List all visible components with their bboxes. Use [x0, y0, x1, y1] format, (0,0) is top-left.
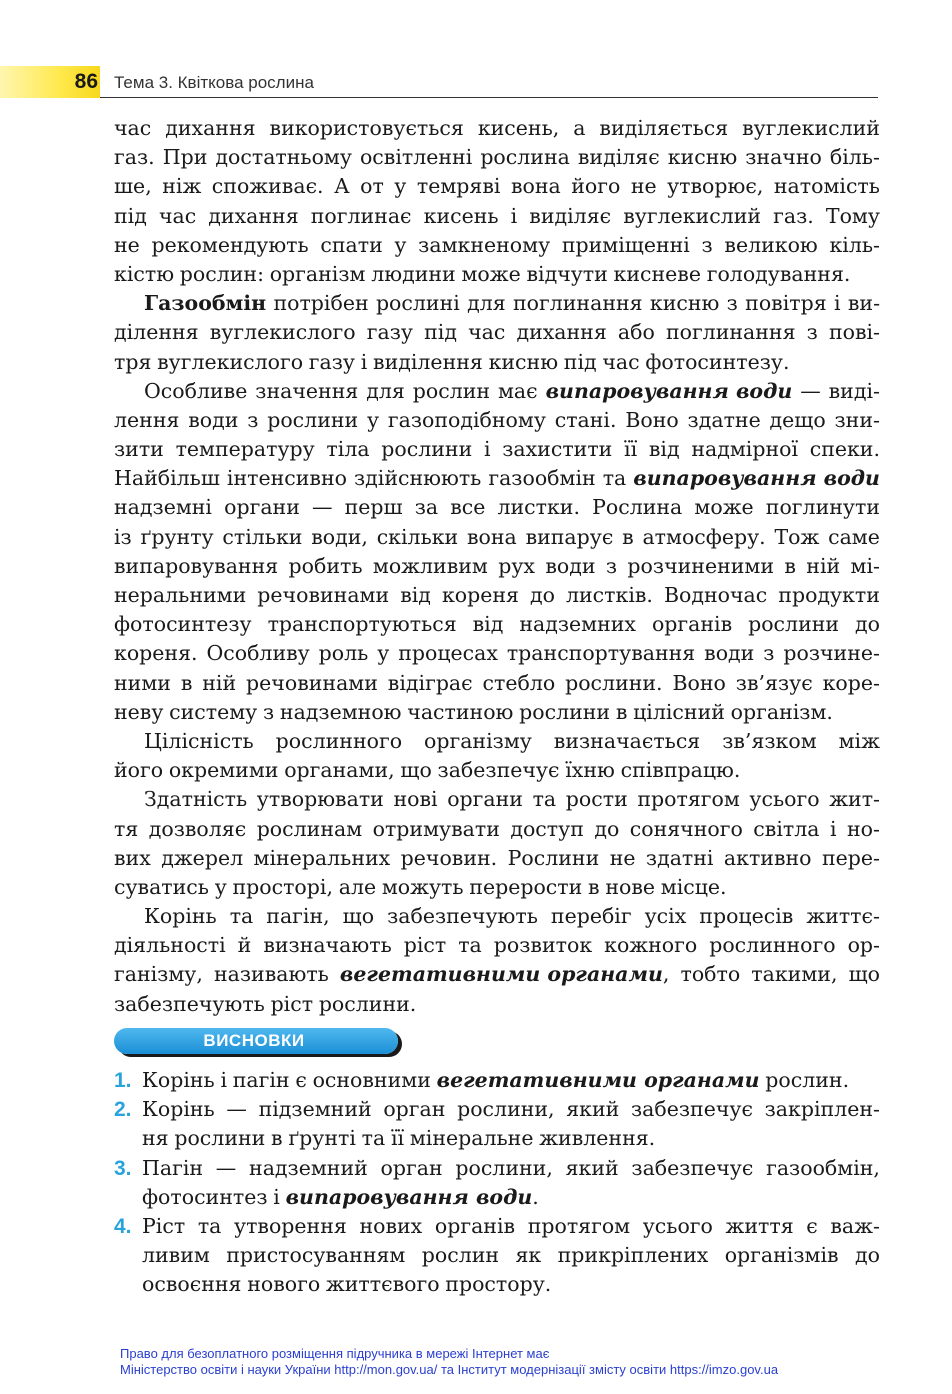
text-line: Пагін — надземний орган рослини, який забезпечує газообмін, [142, 1155, 880, 1180]
text-line: тя дозволяє рослинам отримувати доступ до сонячного світла і но- [114, 816, 880, 841]
text-line: газ. При достатньому освітленні рослина виділяє кисню значно біль- [114, 145, 880, 170]
text-line: ними в ній речовинами відіграє стебло рослини. Воно зв’язує коре- [114, 670, 880, 695]
footer-line-2: Міністерство освіти і науки України http://mon.gov.ua/ та Інститут модернізації змісту освіти https://imzo.gov.ua [120, 1362, 779, 1377]
text-line: кістю рослин: організм людини може відчути кисневе голодування. [114, 261, 851, 286]
text-line: час дихання використовується кисень, а виділяється вуглекислий [114, 116, 880, 140]
text-line: із ґрунту стільки води, скільки вона випарує в атмосферу. Тож саме [114, 524, 880, 549]
conclusions-badge [114, 1028, 398, 1054]
body-text [114, 114, 880, 1019]
text-line: неральними речовинами від кореня до листків. Водночас продукти [114, 583, 880, 607]
text-line: тря вуглекислого газу і виділення кисню під час фотосинтезу. [114, 349, 790, 374]
text-line: ділення вуглекислого газу під час дихання або поглинання з пові- [114, 320, 880, 345]
header-rule [100, 97, 878, 98]
text-line: вих джерел мінеральних речовин. Рослини не здатні активно пере- [114, 845, 880, 870]
text-line: фотосинтез і випаровування води. [142, 1184, 539, 1209]
text-line: надземні органи — перш за все листки. Рослина може поглинути [114, 495, 880, 520]
text-line: неву систему з надземною частиною рослини в цілісний організм. [114, 699, 833, 724]
text-line: діяльності й визначають ріст та розвиток кожного рослинного ор- [114, 933, 880, 958]
text-line: під час дихання поглинає кисень і виділяє вуглекислий газ. Тому [114, 203, 880, 228]
text-line: його окремими органами, що забезпечує їхню співпрацю. [114, 758, 741, 783]
text-line: Найбільш інтенсивно здійснюють газообмін та випаровування води [114, 466, 880, 491]
text-line: Корінь і пагін є основними вегетативними органами рослин. [142, 1068, 850, 1092]
running-title: Тема 3. Квіткова рослина [114, 73, 314, 92]
text-line: зити температуру тіла рослини і захистити її від надмірної спеки. [114, 437, 880, 462]
text-line: фотосинтезу транспортуються від надземних органів рослини до [114, 612, 880, 637]
text-line: забезпечують ріст рослини. [114, 991, 417, 1016]
text-line: Цілісність рослинного організму визначається зв’язком між [144, 728, 880, 753]
conclusion-item [114, 1212, 880, 1300]
text-line: Корінь та пагін, що забезпечують перебіг усіх процесів життє- [144, 904, 880, 929]
text-line: кореня. Особливу роль у процесах транспортування води з розчине- [114, 641, 880, 666]
conclusions-list [114, 1066, 880, 1300]
conclusions-title: ВИСНОВКИ [203, 1031, 305, 1050]
conclusion-number: 4. [114, 1214, 132, 1238]
text-line: Корінь — підземний орган рослини, який забезпечує закріплен- [142, 1097, 880, 1122]
text-line: Особливе значення для рослин має випаровування води — виді- [144, 378, 880, 403]
text-line: ше, ніж споживає. А от у темряві вона його не утворює, натомість [114, 174, 880, 199]
text-line: освоєння нового життєвого простору. [142, 1272, 552, 1297]
text-line: ливим пристосуванням рослин як прикріплених організмів до [142, 1243, 880, 1268]
text-line: Ріст та утворення нових органів протягом усього життя є важ- [142, 1213, 880, 1238]
conclusion-item [114, 1066, 880, 1095]
text-line: ганізму, називають вегетативними органами, тобто такими, що [114, 962, 880, 987]
conclusion-item [114, 1095, 880, 1153]
text-line: лення води з рослини у газоподібному стані. Воно здатне дещо зни- [114, 407, 880, 432]
text-line: не рекомендують спати у замкненому приміщенні з великою кіль- [114, 232, 880, 257]
text-line: ня рослини в ґрунті та її мінеральне живлення. [142, 1126, 656, 1151]
text-line: Газообмін потрібен рослині для поглинання кисню з повітря і ви- [144, 291, 880, 316]
page-number: 86 [74, 70, 98, 93]
conclusion-number: 2. [114, 1098, 132, 1122]
text-line: Здатність утворювати нові органи та рости протягом усього жит- [144, 787, 880, 812]
text-line: суватись у просторі, але можуть перерости в нове місце. [114, 874, 727, 899]
copyright-footer [120, 1346, 778, 1378]
conclusion-item [114, 1154, 880, 1212]
conclusion-number: 3. [114, 1156, 132, 1180]
conclusion-number: 1. [114, 1069, 132, 1092]
footer-line-1: Право для безоплатного розміщення підручника в мережі Інтернет має [120, 1346, 550, 1361]
text-line: випаровування робить можливим рух води з розчиненими в ній мі- [114, 553, 880, 578]
